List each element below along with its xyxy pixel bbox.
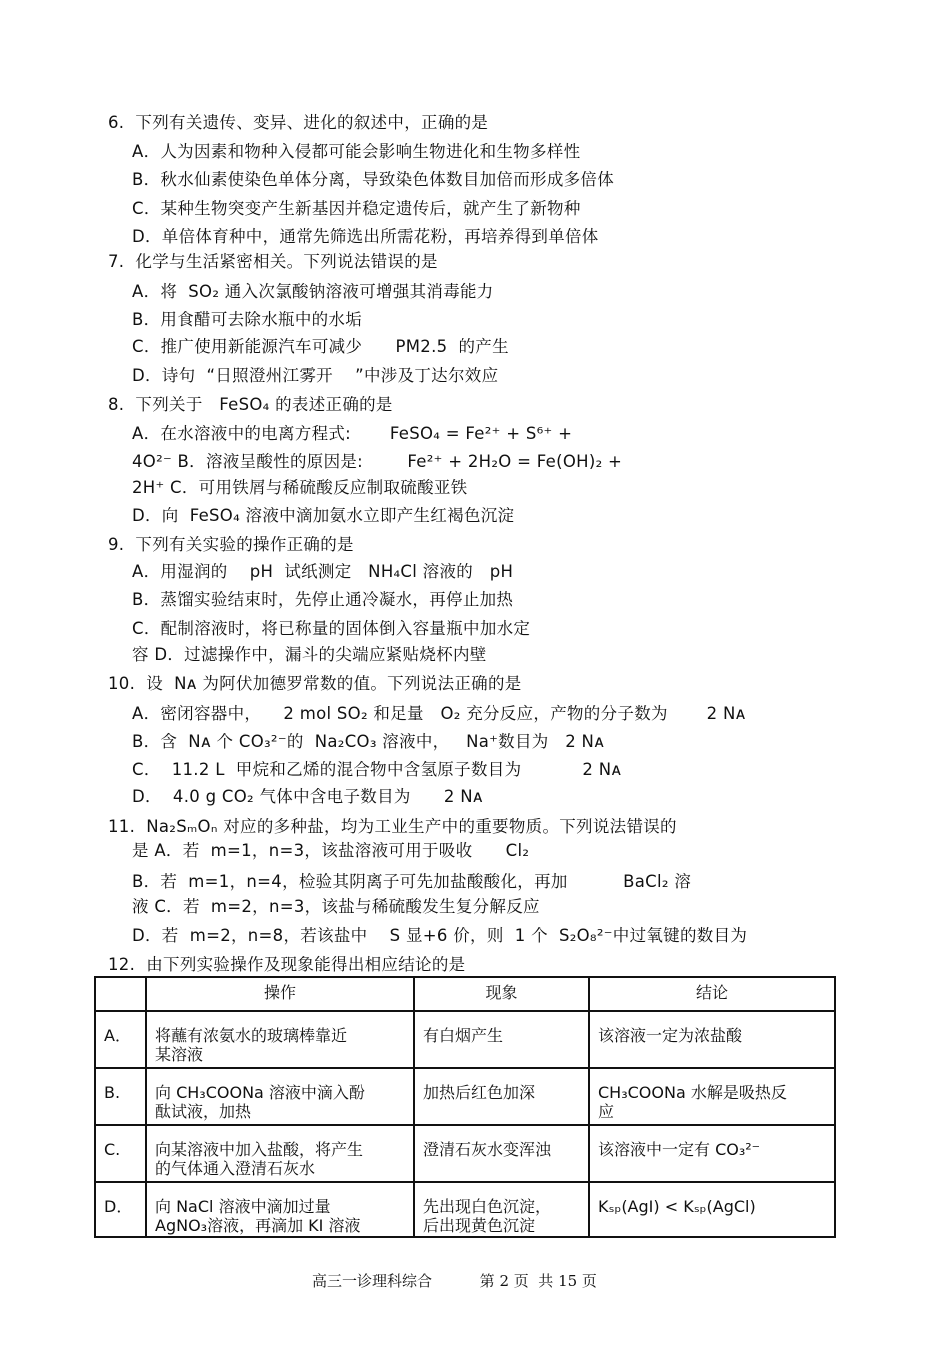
answer-option: D．向 FeSO₄ 溶液中滴加氨水立即产生红褐色沉淀 — [132, 506, 515, 525]
question-stem: 9. 下列有关实验的操作正确的是 — [108, 535, 354, 554]
row-label: C. — [95, 1125, 146, 1182]
answer-option: 液 C．若 m=2，n=3，该盐与稀硫酸发生复分解反应 — [132, 897, 540, 916]
footer-text: 高三一诊理科综合 第 2 页 共 15 页 — [312, 1272, 597, 1290]
table-row — [95, 1125, 835, 1182]
answer-option: A．人为因素和物种入侵都可能会影响生物进化和生物多样性 — [132, 142, 581, 161]
conclusion-cell: CH₃COONa 水解是吸热反 应 — [589, 1068, 835, 1125]
header-cell: 结论 — [589, 977, 835, 1011]
question-stem: 11. Na₂SₘOₙ 对应的多种盐，均为工业生产中的重要物质。下列说法错误的 — [108, 817, 677, 836]
header-cell — [95, 977, 146, 1011]
answer-option: B．含 Nᴀ 个 CO₃²⁻的 Na₂CO₃ 溶液中， Na⁺数目为 2 Nᴀ — [132, 732, 605, 751]
answer-option: A．将 SO₂ 通入次氯酸钠溶液可增强其消毒能力 — [132, 282, 494, 301]
answer-option: A．密闭容器中， 2 mol SO₂ 和足量 O₂ 充分反应，产物的分子数为 2 Nᴀ — [132, 704, 746, 723]
row-label: A． — [95, 1011, 146, 1068]
answer-option: B．用食醋可去除水瓶中的水垢 — [132, 310, 363, 329]
page-footer — [0, 1252, 950, 1288]
header-cell: 操作 — [146, 977, 414, 1011]
answer-option: 容 D．过滤操作中，漏斗的尖端应紧贴烧杯内壁 — [132, 645, 487, 664]
operation-cell: 将蘸有浓氨水的玻璃棒靠近 某溶液 — [146, 1011, 414, 1068]
operation-cell: 向 NaCl 溶液中滴加过量 AgNO₃溶液，再滴加 KI 溶液 — [146, 1182, 414, 1237]
question-stem: 12. 由下列实验操作及现象能得出相应结论的是 — [108, 955, 466, 974]
experiment-table — [94, 976, 836, 1238]
question-stem: 8. 下列关于 FeSO₄ 的表述正确的是 — [108, 395, 393, 414]
table-header-row — [95, 977, 835, 1011]
table-row — [95, 1011, 835, 1068]
phenomenon-cell: 先出现白色沉淀， 后出现黄色沉淀 — [414, 1182, 589, 1237]
answer-option: A．用湿润的 pH 试纸测定 NH₄Cl 溶液的 pH — [132, 562, 514, 581]
header-cell: 现象 — [414, 977, 589, 1011]
answer-option: C．配制溶液时，将已称量的固体倒入容量瓶中加水定 — [132, 619, 531, 638]
answer-option: D．诗句 “日照澄州江雾开 ”中涉及丁达尔效应 — [132, 366, 499, 385]
table-row — [95, 1182, 835, 1237]
answer-option: 是 A．若 m=1，n=3，该盐溶液可用于吸收 Cl₂ — [132, 841, 530, 860]
operation-cell: 向 CH₃COONa 溶液中滴入酚 酞试液，加热 — [146, 1068, 414, 1125]
phenomenon-cell: 澄清石灰水变浑浊 — [414, 1125, 589, 1182]
phenomenon-cell: 加热后红色加深 — [414, 1068, 589, 1125]
answer-option: C． 11.2 L 甲烷和乙烯的混合物中含氢原子数目为 2 Nᴀ — [132, 760, 622, 779]
answer-option: B．秋水仙素使染色单体分离，导致染色体数目加倍而形成多倍体 — [132, 170, 615, 189]
question-stem: 7. 化学与生活紧密相关。下列说法错误的是 — [108, 252, 438, 271]
operation-cell: 向某溶液中加入盐酸，将产生 的气体通入澄清石灰水 — [146, 1125, 414, 1182]
answer-option: 2H⁺ C．可用铁屑与稀硫酸反应制取硫酸亚铁 — [132, 478, 468, 497]
answer-option: B．若 m=1，n=4，检验其阴离子可先加盐酸酸化，再加 BaCl₂ 溶 — [132, 872, 692, 891]
answer-option: 4O²⁻ B．溶液呈酸性的原因是: Fe²⁺ + 2H₂O = Fe(OH)₂ + — [132, 452, 623, 471]
answer-option: D．若 m=2，n=8，若该盐中 S 显+6 价，则 1 个 S₂O₈²⁻中过氧键的数目为 — [132, 926, 748, 945]
conclusion-cell: 该溶液中一定有 CO₃²⁻ — [589, 1125, 835, 1182]
answer-option: C．推广使用新能源汽车可减少 PM2.5 的产生 — [132, 337, 509, 356]
question-stem: 6. 下列有关遗传、变异、进化的叙述中，正确的是 — [108, 113, 489, 132]
answer-option: C．某种生物突变产生新基因并稳定遗传后，就产生了新物种 — [132, 199, 581, 218]
answer-option: D． 4.0 g CO₂ 气体中含电子数目为 2 Nᴀ — [132, 787, 483, 806]
answer-option: B．蒸馏实验结束时，先停止通冷凝水，再停止加热 — [132, 590, 514, 609]
conclusion-cell: Kₛₚ(AgI) < Kₛₚ(AgCl) — [589, 1182, 835, 1237]
answer-option: D．单倍体育种中，通常先筛选出所需花粉，再培养得到单倍体 — [132, 227, 599, 246]
phenomenon-cell: 有白烟产生 — [414, 1011, 589, 1068]
answer-option: A．在水溶液中的电离方程式: FeSO₄ = Fe²⁺ + S⁶⁺ + — [132, 424, 573, 443]
table-row — [95, 1068, 835, 1125]
question-stem: 10. 设 Nᴀ 为阿伏加德罗常数的值。下列说法正确的是 — [108, 674, 522, 693]
conclusion-cell: 该溶液一定为浓盐酸 — [589, 1011, 835, 1068]
row-label: D． — [95, 1182, 146, 1237]
row-label: B. — [95, 1068, 146, 1125]
